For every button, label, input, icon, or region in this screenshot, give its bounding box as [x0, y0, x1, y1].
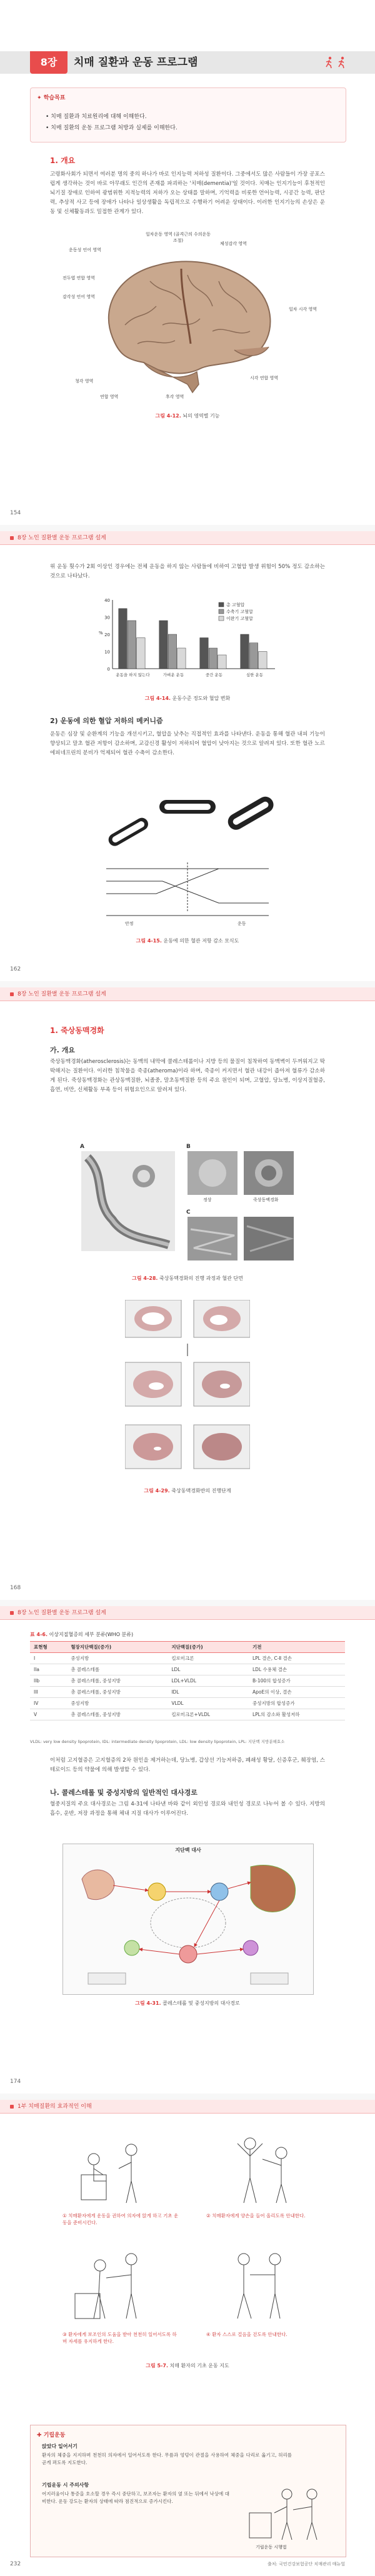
vessel-section-image: [188, 1151, 294, 1201]
y-tick-label: 10: [104, 649, 110, 655]
box-subtitle: 앉았다 일어서기: [42, 2444, 78, 2449]
table-row: [30, 1709, 345, 1720]
bar-mark: [178, 648, 186, 669]
vessel-diagram: [94, 794, 281, 931]
table-cell: 총 콜레스테롤, 중성지방: [67, 1675, 168, 1687]
table-cell: IIa: [30, 1664, 67, 1675]
table-cell: LDL 수용체 결손: [249, 1664, 345, 1675]
table-cell: V: [30, 1709, 67, 1720]
diagram-title: 지단백 대사: [175, 1847, 201, 1853]
exercise-step-illustration: [69, 2244, 162, 2325]
table-cell: VLDL: [168, 1698, 249, 1709]
bar-mark: [168, 634, 176, 669]
goal-item: • 치매 질환의 운동 프로그램 처방과 실제를 이해한다.: [46, 125, 178, 131]
learning-goals-box: [30, 87, 346, 142]
section-heading: 2) 운동에 의한 혈압 저하의 메커니즘: [50, 717, 163, 725]
subsection-heading: 가. 개요: [50, 1046, 75, 1054]
goals-title: ✦ 학습목표: [37, 95, 66, 101]
x-tick-label: 운동을 하지 않는다: [116, 672, 150, 677]
table-row: [30, 1698, 345, 1709]
brain-illustration: [88, 244, 288, 394]
page-168: [0, 987, 375, 1600]
y-axis-label: %: [99, 631, 103, 636]
table-cell: LPL의 감소와 활성저하: [249, 1709, 345, 1720]
figure-caption: 그림 4-15. 운동에 의한 혈관 저항 감소 모식도: [136, 938, 239, 944]
table-cell: 중성지방: [67, 1653, 168, 1664]
body-paragraph: 혈중지질의 주요 대사경로는 그림 4-31에 나타낸 바와 같이 외인성 경로와 내인성 경로로 나누어 볼 수 있다. 지방의 흡수, 운반, 저장 과정을 통해 체내 지질 대사가 이루어진다.: [50, 1801, 325, 1817]
table-cell: LDL: [168, 1664, 249, 1675]
figure-caption: 그림 4-12. 뇌의 영역별 기능: [155, 413, 220, 419]
brain-label: 연합 영역: [100, 394, 119, 399]
goal-item: • 치매 질환과 치료원리에 대해 이해한다.: [46, 114, 147, 120]
table-header: 기전: [249, 1642, 345, 1653]
svg-text:운동: 운동: [238, 921, 246, 926]
body-paragraph: 고령화사회가 되면서 여러분 명의 중의 하나가 바로 인지능력 저하성 질환이다. 그중에서도 많은 사람들이 가장 공포스럽게 생각하는 것이 바로 아무래도 인간의 존재를 파괴하는 '치매(dementia)'일 것이다. 치매는 인지기능이 후천적인 뇌기질 장애로 인하여 광범위한 지적능력의 저하가 오는 상태를 말하며, 기억력을 비롯한 언어능력, 시공간 능력, 판단력, 추상적 사고 등에 장애가 나타나 일상생활을 독립적으로 수행하기 어려운 상태이다. 이러한 인지기능의 손상은 운동 및 신체활동과도 밀접한 관계가 있다.: [50, 171, 325, 215]
brain-label: 청각 영역: [75, 379, 94, 384]
image-label: 정상: [203, 1197, 212, 1202]
exercise-step-illustration: [212, 2131, 306, 2206]
runner-icon: [325, 56, 334, 69]
brain-label: 일차운동 영역 (골격근의 수의운동 조절): [145, 232, 211, 243]
brain-label: 시각 연합 영역: [250, 376, 279, 381]
running-header: 8장 노인 질환별 운동 프로그램 설계: [0, 531, 375, 545]
table-cell: 킬로미크론+VLDL: [168, 1709, 249, 1720]
standing-exercise-box: [30, 2425, 346, 2557]
table-header: 지단백질(증가): [168, 1642, 249, 1653]
table-cell: 킬로미크론: [168, 1653, 249, 1664]
bar-mark: [249, 643, 258, 669]
table-row: [30, 1687, 345, 1698]
figure-caption: 그림 4-29. 죽상동맥경화반의 진행단계: [144, 1488, 231, 1494]
step-caption: ③ 환자에게 보조인의 도움을 받아 천천히 일어서도록 하며 자세를 유지하게 한다.: [62, 2332, 177, 2344]
exercise-step-illustration: [69, 2131, 162, 2206]
svg-text:안정: 안정: [125, 921, 134, 926]
box-subtitle: 기립운동 시 주의사항: [42, 2482, 89, 2488]
bar-mark: [218, 655, 226, 669]
brain-label: 체성감각 영역: [220, 241, 247, 246]
exercise-step-illustration: [212, 2244, 306, 2325]
page-number: 154: [10, 510, 21, 516]
page-232: [0, 2100, 375, 2576]
runner-icon: [338, 56, 346, 69]
legend-swatch: [219, 602, 224, 607]
page-number: 232: [10, 2561, 21, 2567]
step-caption: ④ 환자 스스로 걸음을 걷도록 안내한다.: [206, 2332, 288, 2337]
chapter-title: 치매 질환과 운동 프로그램: [74, 56, 198, 69]
panel-label: B: [186, 1144, 191, 1150]
table-cell: B-100의 합성증가: [249, 1675, 345, 1687]
standing-exercise-illustration: [243, 2485, 331, 2541]
atherosclerosis-stages-diagram: [125, 1300, 250, 1481]
x-tick-label: 심한 운동: [246, 672, 264, 677]
panel-label: A: [80, 1144, 84, 1150]
y-tick-label: 20: [104, 632, 110, 637]
figure-caption: 그림 5-7. 치매 환자의 기초 운동 지도: [146, 2363, 229, 2369]
table-note: VLDL: very low density lipoprotein, IDL: intermediate density lipoprotein, LDL: low density lipoprotein, LPL: 지단백 지방분해효소: [30, 1739, 285, 1744]
body-paragraph: 위 운동 횟수가 2회 이상인 경우에는 전체 운동을 하지 않는 사람들에 비하여 고혈압 발생 위험이 50% 정도 감소하는 것으로 나타났다.: [50, 564, 325, 579]
bar-mark: [137, 638, 145, 669]
x-tick-label: 중간 운동: [205, 672, 223, 677]
body-paragraph: 이처럼 고지혈증은 고지혈증의 2차 원인을 제거하는데, 당뇨병, 갑상선 기능저하증, 폐쇄성 황달, 신증후군, 췌장염, 스테로이드 등의 약물에 의해 발생할 수 있다.: [50, 1757, 325, 1773]
brain-label: 감각성 언어 영역: [62, 294, 95, 299]
page-number: 162: [10, 966, 21, 972]
table-row: [30, 1653, 345, 1664]
running-header: 8장 노인 질환별 운동 프로그램 설계: [0, 987, 375, 1001]
legend-entry: 수축기 고혈압: [226, 609, 253, 614]
chapter-badge: 8장: [30, 51, 68, 74]
bar-mark: [200, 638, 208, 669]
table-cell: 중성지방의 합성증가: [249, 1698, 345, 1709]
table-cell: IV: [30, 1698, 67, 1709]
table-cell: 총 콜레스테롤, 중성지방: [67, 1709, 168, 1720]
box-text: 어지러움이나 통증을 호소할 경우 즉시 중단하고, 보조자는 환자의 옆 또는 뒤에서 낙상에 대비한다. 운동 강도는 환자의 상태에 따라 점진적으로 증가시킨다.: [42, 2491, 229, 2504]
page-number: 174: [10, 2079, 21, 2085]
brain-label: 일차 시각 영역: [289, 307, 318, 312]
bar-mark: [241, 634, 249, 669]
table-cell: 총 콜레스테롤: [67, 1664, 168, 1675]
artery-illustration: [81, 1151, 175, 1251]
running-header: 8장 노인 질환별 운동 프로그램 설계: [0, 1606, 375, 1620]
legend-swatch: [219, 609, 224, 614]
brain-label: 운동성 언어 영역: [69, 247, 101, 252]
bar-mark: [209, 648, 217, 669]
table-cell: IDL: [168, 1687, 249, 1698]
y-tick-label: 40: [104, 598, 110, 603]
y-tick-label: 30: [104, 615, 110, 621]
source-note: 출처: 국민건강보험공단 치매관리 매뉴얼: [268, 2562, 345, 2567]
brain-label: 후각 영역: [166, 394, 184, 399]
section-heading: 1. 죽상동맥경화: [50, 1026, 104, 1035]
table-cell: ApoE의 이상, 결손: [249, 1687, 345, 1698]
bar-mark: [259, 652, 267, 669]
figure-caption: 그림 4-28. 죽상동맥경화의 진행 과정과 혈관 단면: [132, 1276, 243, 1281]
table-cell: I: [30, 1653, 67, 1664]
legend-entry: 총 고혈압: [226, 602, 245, 607]
subsection-heading: 나. 콜레스테롤 및 중성지방의 일반적인 대사경로: [50, 1789, 198, 1797]
image-label: 죽상동맥경화: [253, 1197, 279, 1202]
table-cell: 총 콜레스테롤, 중성지방: [67, 1687, 168, 1698]
panel-label: C: [186, 1209, 191, 1216]
page-number: 168: [10, 1585, 21, 1591]
running-header: 1부 치매질환의 효과적인 이해: [0, 2100, 375, 2114]
x-tick-label: 가벼운 운동: [162, 672, 184, 677]
table-row: [30, 1664, 345, 1675]
table-row: [30, 1675, 345, 1687]
bar-mark: [128, 621, 136, 669]
page-154: [0, 0, 375, 525]
page-174: [0, 1606, 375, 2094]
legend-swatch: [219, 616, 224, 621]
box-title: ✚ 기립운동: [37, 2432, 66, 2439]
table-header: 표현형: [30, 1642, 67, 1653]
section-heading: 1. 개요: [50, 156, 76, 165]
table-title: 표 4-6. 이상지질혈증의 세부 분류(WHO 분류): [30, 1632, 134, 1637]
image-label: 기립운동 시행법: [256, 2545, 287, 2550]
table-header: 혈장지단백질(증가): [67, 1642, 168, 1653]
body-paragraph: 운동은 심장 및 순환계의 기능을 개선시키고, 혈압을 낮추는 직접적인 효과를 나타낸다. 운동을 통해 혈관 내피 기능이 향상되고 말초 혈관 저항이 감소하며, 교감신경 활성이 저하되어 혈압이 낮아지는 것으로 알려져 있다. 또한 혈관 노르에피네프린의 분비가 억제되어 혈관 수축이 감소한다.: [50, 731, 325, 756]
vessel-section-image: [188, 1217, 294, 1267]
step-caption: ② 치매환자에게 양손을 들어 올리도록 안내한다.: [206, 2213, 306, 2219]
page-162: [0, 531, 375, 981]
bp-bar-chart: [94, 594, 281, 687]
figure-caption: 그림 4-14. 운동수준 정도와 혈압 변화: [144, 696, 231, 701]
lipoprotein-metabolism-diagram: [62, 1844, 314, 1995]
step-caption: ① 치매환자에게 운동을 권하여 의자에 앉게 하고 기초 운동을 준비시킨다.: [62, 2213, 179, 2225]
table-cell: 중성지방: [67, 1698, 168, 1709]
bar-mark: [159, 621, 168, 669]
brain-label: 전두엽 연합 영역: [62, 276, 95, 281]
table-cell: III: [30, 1687, 67, 1698]
y-tick-label: 0: [107, 667, 110, 672]
box-text: 환자의 체중을 지지하며 천천히 의자에서 일어서도록 한다. 무릎과 엉덩이 관절을 사용하여 체중을 다리로 옮기고, 허리를 곧게 펴도록 지도한다.: [42, 2452, 292, 2465]
table-cell: LDL+VLDL: [168, 1675, 249, 1687]
table-cell: LPL 결손, C-Ⅱ 결손: [249, 1653, 345, 1664]
figure-caption: 그림 4-31. 콜레스테롤 및 중성지방의 대사경로: [135, 2000, 240, 2006]
body-paragraph: 죽상동맥경화(atherosclerosis)는 동맥의 내막에 콜레스테롤이나 지방 등의 물질이 침착하여 동맥벽이 두꺼워지고 딱딱해지는 질환이다. 이러한 침착물을 죽종(atheroma)이라 하며, 죽종이 커지면서 혈관 내강이 좁아져 혈류가 감소하게 된다. 죽상동맥경화는 관상동맥질환, 뇌졸중, 말초동맥질환 등의 주요 원인이 되며, 고혈압, 당뇨병, 이상지질혈증, 흡연, 비만, 신체활동 부족 등이 위험요인으로 알려져 있다.: [50, 1059, 325, 1093]
legend-entry: 이완기 고혈압: [226, 616, 253, 621]
bar-mark: [119, 609, 127, 669]
table-cell: IIb: [30, 1675, 67, 1687]
lipid-classification-table: [30, 1641, 345, 1720]
